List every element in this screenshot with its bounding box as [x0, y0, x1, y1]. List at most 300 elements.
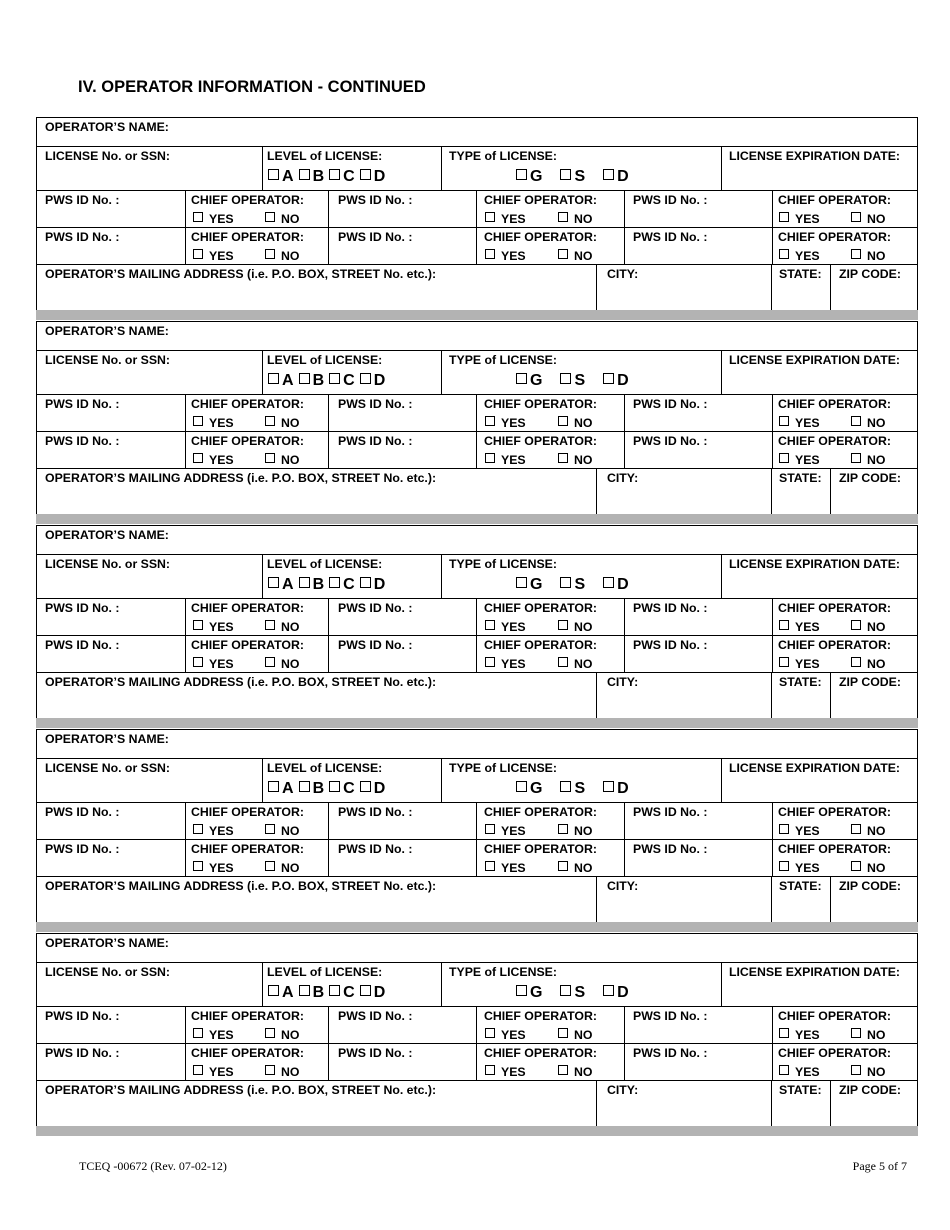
- checkbox-label: NO: [867, 861, 886, 875]
- level-option-c[interactable]: [329, 576, 355, 594]
- mailing-address-label: OPERATOR’S MAILING ADDRESS (i.e. P.O. BOX, STREET No. etc.):: [45, 267, 437, 281]
- type-of-license-label: TYPE of LICENSE:: [449, 557, 557, 571]
- checkbox-icon[interactable]: [193, 657, 203, 667]
- checkbox-icon[interactable]: [560, 985, 571, 996]
- chief-no-checkbox[interactable]: [265, 861, 299, 875]
- checkbox-icon[interactable]: [329, 577, 340, 588]
- chief-operator-label: CHIEF OPERATOR:: [484, 434, 597, 448]
- level-option-d[interactable]: [360, 168, 386, 186]
- chief-no-checkbox[interactable]: [558, 212, 592, 226]
- chief-yes-checkbox[interactable]: [779, 1028, 820, 1042]
- checkbox-icon[interactable]: [558, 620, 568, 630]
- type-option-label: D: [617, 576, 629, 593]
- checkbox-icon[interactable]: [516, 985, 527, 996]
- pws-id-label: PWS ID No. :: [633, 434, 708, 448]
- checkbox-icon[interactable]: [329, 373, 340, 384]
- operator-name-label: OPERATOR’S NAME:: [45, 936, 169, 950]
- checkbox-icon[interactable]: [560, 781, 571, 792]
- zip-code-label: ZIP CODE:: [839, 471, 901, 485]
- checkbox-label: NO: [574, 212, 593, 226]
- level-option-d[interactable]: [360, 576, 386, 594]
- rule-line: [441, 962, 442, 1006]
- chief-no-checkbox[interactable]: [265, 212, 299, 226]
- level-option-a[interactable]: [268, 168, 294, 186]
- zip-code-label: ZIP CODE:: [839, 1083, 901, 1097]
- checkbox-icon[interactable]: [265, 1028, 275, 1038]
- checkbox-icon[interactable]: [558, 416, 568, 426]
- chief-yes-checkbox[interactable]: [485, 824, 526, 838]
- checkbox-icon[interactable]: [560, 373, 571, 384]
- checkbox-icon[interactable]: [299, 985, 310, 996]
- checkbox-icon[interactable]: [265, 657, 275, 667]
- rule-line: [624, 598, 625, 672]
- section-separator: [36, 514, 918, 524]
- rule-line: [36, 962, 918, 963]
- chief-yes-checkbox[interactable]: [779, 453, 820, 467]
- checkbox-label: NO: [281, 416, 300, 430]
- rule-line: [36, 635, 918, 636]
- chief-no-checkbox[interactable]: [851, 1065, 885, 1079]
- checkbox-icon[interactable]: [779, 824, 789, 834]
- chief-no-checkbox[interactable]: [265, 453, 299, 467]
- checkbox-icon[interactable]: [265, 416, 275, 426]
- checkbox-icon[interactable]: [485, 1028, 495, 1038]
- level-option-label: B: [312, 168, 325, 185]
- checkbox-icon[interactable]: [485, 453, 495, 463]
- chief-operator-label: CHIEF OPERATOR:: [778, 230, 891, 244]
- rule-line: [772, 598, 773, 672]
- level-option-d[interactable]: [360, 372, 386, 390]
- chief-operator-label: CHIEF OPERATOR:: [191, 230, 304, 244]
- checkbox-icon[interactable]: [193, 1028, 203, 1038]
- checkbox-icon[interactable]: [265, 453, 275, 463]
- level-option-b[interactable]: [299, 984, 325, 1002]
- pws-id-label: PWS ID No. :: [338, 638, 413, 652]
- checkbox-label: YES: [795, 1028, 820, 1042]
- checkbox-icon[interactable]: [558, 1028, 568, 1038]
- chief-yes-checkbox[interactable]: [779, 1065, 820, 1079]
- type-option-label: D: [617, 168, 629, 185]
- checkbox-icon[interactable]: [265, 249, 275, 259]
- checkbox-label: NO: [867, 453, 886, 467]
- checkbox-icon[interactable]: [299, 781, 310, 792]
- chief-no-checkbox[interactable]: [851, 824, 885, 838]
- chief-no-checkbox[interactable]: [265, 1065, 299, 1079]
- checkbox-icon[interactable]: [268, 373, 279, 384]
- checkbox-icon[interactable]: [851, 824, 861, 834]
- chief-yes-checkbox[interactable]: [485, 212, 526, 226]
- checkbox-icon[interactable]: [329, 781, 340, 792]
- rule-line: [36, 146, 918, 147]
- level-option-b[interactable]: [299, 168, 325, 186]
- type-option-d[interactable]: [603, 168, 629, 186]
- checkbox-label: YES: [209, 1065, 234, 1079]
- license-expiration-label: LICENSE EXPIRATION DATE:: [729, 353, 901, 367]
- state-label: STATE:: [779, 471, 822, 485]
- chief-operator-label: CHIEF OPERATOR:: [484, 397, 597, 411]
- checkbox-icon[interactable]: [485, 824, 495, 834]
- rule-line: [771, 264, 772, 310]
- checkbox-icon[interactable]: [779, 1065, 789, 1075]
- type-option-s[interactable]: [560, 984, 585, 1002]
- chief-yes-checkbox[interactable]: [485, 1028, 526, 1042]
- level-option-c[interactable]: [329, 984, 355, 1002]
- checkbox-icon[interactable]: [851, 620, 861, 630]
- chief-no-checkbox[interactable]: [558, 824, 592, 838]
- chief-yes-checkbox[interactable]: [485, 657, 526, 671]
- chief-yes-checkbox[interactable]: [485, 1065, 526, 1079]
- chief-yes-checkbox[interactable]: [193, 620, 234, 634]
- operator-block: [36, 729, 918, 933]
- checkbox-icon[interactable]: [851, 1065, 861, 1075]
- chief-no-checkbox[interactable]: [558, 249, 592, 263]
- type-option-s[interactable]: [560, 372, 585, 390]
- checkbox-icon[interactable]: [516, 577, 527, 588]
- chief-yes-checkbox[interactable]: [485, 620, 526, 634]
- rule-line: [36, 1006, 918, 1007]
- chief-yes-checkbox[interactable]: [193, 249, 234, 263]
- checkbox-icon[interactable]: [485, 620, 495, 630]
- checkbox-icon[interactable]: [558, 824, 568, 834]
- level-option-label: A: [282, 372, 294, 389]
- checkbox-icon[interactable]: [851, 861, 861, 871]
- chief-no-checkbox[interactable]: [851, 1028, 885, 1042]
- rule-line: [476, 394, 477, 468]
- type-option-s[interactable]: [560, 780, 585, 798]
- rule-line: [185, 598, 186, 672]
- chief-yes-checkbox[interactable]: [193, 657, 234, 671]
- checkbox-icon[interactable]: [558, 249, 568, 259]
- type-option-label: S: [574, 372, 586, 389]
- checkbox-icon[interactable]: [558, 657, 568, 667]
- chief-no-checkbox[interactable]: [558, 861, 592, 875]
- checkbox-icon[interactable]: [851, 249, 861, 259]
- pws-id-label: PWS ID No. :: [45, 805, 120, 819]
- chief-no-checkbox[interactable]: [851, 861, 885, 875]
- city-label: CITY:: [607, 879, 639, 893]
- checkbox-label: YES: [501, 249, 526, 263]
- checkbox-icon[interactable]: [193, 416, 203, 426]
- mailing-address-label: OPERATOR’S MAILING ADDRESS (i.e. P.O. BOX, STREET No. etc.):: [45, 471, 437, 485]
- checkbox-label: NO: [867, 416, 886, 430]
- checkbox-icon[interactable]: [265, 824, 275, 834]
- chief-yes-checkbox[interactable]: [193, 212, 234, 226]
- level-option-a[interactable]: [268, 780, 294, 798]
- type-option-g[interactable]: [516, 168, 542, 186]
- level-option-c[interactable]: [329, 168, 355, 186]
- chief-no-checkbox[interactable]: [558, 657, 592, 671]
- operator-block: [36, 525, 918, 729]
- chief-no-checkbox[interactable]: [851, 212, 885, 226]
- checkbox-icon[interactable]: [779, 657, 789, 667]
- checkbox-icon[interactable]: [268, 985, 279, 996]
- rule-line: [36, 117, 918, 118]
- level-option-a[interactable]: [268, 576, 294, 594]
- chief-no-checkbox[interactable]: [265, 620, 299, 634]
- rule-line: [476, 598, 477, 672]
- chief-yes-checkbox[interactable]: [193, 453, 234, 467]
- checkbox-label: YES: [795, 453, 820, 467]
- chief-yes-checkbox[interactable]: [779, 212, 820, 226]
- checkbox-icon[interactable]: [268, 169, 279, 180]
- checkbox-icon[interactable]: [485, 416, 495, 426]
- chief-yes-checkbox[interactable]: [779, 416, 820, 430]
- chief-yes-checkbox[interactable]: [485, 416, 526, 430]
- rule-line: [262, 758, 263, 802]
- license-no-label: LICENSE No. or SSN:: [45, 149, 171, 163]
- checkbox-icon[interactable]: [193, 212, 203, 222]
- chief-no-checkbox[interactable]: [851, 416, 885, 430]
- checkbox-icon[interactable]: [603, 577, 614, 588]
- checkbox-icon[interactable]: [265, 1065, 275, 1075]
- level-option-c[interactable]: [329, 780, 355, 798]
- checkbox-icon[interactable]: [193, 1065, 203, 1075]
- level-option-label: B: [312, 984, 325, 1001]
- form-id: TCEQ -00672 (Rev. 07-02-12): [79, 1159, 227, 1173]
- checkbox-label: YES: [501, 657, 526, 671]
- rule-line: [596, 876, 597, 922]
- rule-line: [624, 190, 625, 264]
- checkbox-icon[interactable]: [779, 416, 789, 426]
- type-option-d[interactable]: [603, 576, 629, 594]
- state-label: STATE:: [779, 1083, 822, 1097]
- checkbox-icon[interactable]: [779, 1028, 789, 1038]
- checkbox-icon[interactable]: [779, 453, 789, 463]
- level-option-label: A: [282, 168, 294, 185]
- chief-yes-checkbox[interactable]: [193, 824, 234, 838]
- checkbox-label: YES: [795, 824, 820, 838]
- chief-operator-label: CHIEF OPERATOR:: [191, 434, 304, 448]
- checkbox-icon[interactable]: [603, 373, 614, 384]
- checkbox-icon[interactable]: [485, 1065, 495, 1075]
- operator-name-label: OPERATOR’S NAME:: [45, 732, 169, 746]
- level-option-b[interactable]: [299, 780, 325, 798]
- type-options: [516, 780, 629, 798]
- checkbox-label: NO: [867, 212, 886, 226]
- type-option-s[interactable]: [560, 576, 585, 594]
- checkbox-icon[interactable]: [299, 169, 310, 180]
- chief-yes-checkbox[interactable]: [485, 453, 526, 467]
- checkbox-label: YES: [209, 1028, 234, 1042]
- checkbox-icon[interactable]: [851, 416, 861, 426]
- type-option-s[interactable]: [560, 168, 585, 186]
- chief-no-checkbox[interactable]: [265, 657, 299, 671]
- type-option-g[interactable]: [516, 780, 542, 798]
- checkbox-icon[interactable]: [193, 620, 203, 630]
- chief-no-checkbox[interactable]: [851, 657, 885, 671]
- checkbox-icon[interactable]: [329, 985, 340, 996]
- rule-line: [624, 394, 625, 468]
- level-option-b[interactable]: [299, 372, 325, 390]
- type-option-label: G: [530, 780, 543, 797]
- pws-id-label: PWS ID No. :: [338, 1046, 413, 1060]
- checkbox-icon[interactable]: [299, 577, 310, 588]
- checkbox-icon[interactable]: [360, 985, 371, 996]
- chief-operator-label: CHIEF OPERATOR:: [484, 193, 597, 207]
- rule-line: [36, 525, 918, 526]
- type-option-label: D: [617, 372, 629, 389]
- type-option-label: S: [574, 780, 586, 797]
- chief-yes-checkbox[interactable]: [779, 657, 820, 671]
- operator-name-label: OPERATOR’S NAME:: [45, 528, 169, 542]
- checkbox-icon[interactable]: [360, 781, 371, 792]
- pws-id-label: PWS ID No. :: [45, 842, 120, 856]
- checkbox-icon[interactable]: [516, 781, 527, 792]
- checkbox-icon[interactable]: [360, 373, 371, 384]
- checkbox-icon[interactable]: [851, 657, 861, 667]
- chief-yes-checkbox[interactable]: [193, 1028, 234, 1042]
- checkbox-icon[interactable]: [265, 861, 275, 871]
- checkbox-icon[interactable]: [193, 824, 203, 834]
- pws-id-label: PWS ID No. :: [633, 397, 708, 411]
- chief-no-checkbox[interactable]: [265, 249, 299, 263]
- checkbox-icon[interactable]: [558, 212, 568, 222]
- level-option-label: D: [373, 780, 386, 797]
- checkbox-label: YES: [501, 620, 526, 634]
- chief-no-checkbox[interactable]: [851, 453, 885, 467]
- checkbox-icon[interactable]: [485, 249, 495, 259]
- type-options: [516, 984, 629, 1002]
- checkbox-icon[interactable]: [268, 781, 279, 792]
- zip-code-label: ZIP CODE:: [839, 879, 901, 893]
- checkbox-icon[interactable]: [851, 453, 861, 463]
- checkbox-label: YES: [501, 1028, 526, 1042]
- city-label: CITY:: [607, 267, 639, 281]
- level-option-label: D: [373, 372, 386, 389]
- operator-block: [36, 321, 918, 525]
- chief-yes-checkbox[interactable]: [779, 861, 820, 875]
- chief-yes-checkbox[interactable]: [779, 824, 820, 838]
- checkbox-icon[interactable]: [779, 620, 789, 630]
- chief-no-checkbox[interactable]: [851, 249, 885, 263]
- checkbox-icon[interactable]: [265, 212, 275, 222]
- checkbox-icon[interactable]: [193, 861, 203, 871]
- checkbox-icon[interactable]: [360, 577, 371, 588]
- level-option-a[interactable]: [268, 372, 294, 390]
- chief-yes-checkbox[interactable]: [779, 249, 820, 263]
- checkbox-icon[interactable]: [603, 169, 614, 180]
- level-option-a[interactable]: [268, 984, 294, 1002]
- chief-no-checkbox[interactable]: [265, 824, 299, 838]
- checkbox-icon[interactable]: [560, 169, 571, 180]
- rule-line: [185, 190, 186, 264]
- checkbox-icon[interactable]: [265, 620, 275, 630]
- checkbox-icon[interactable]: [193, 453, 203, 463]
- chief-yes-checkbox[interactable]: [193, 861, 234, 875]
- type-option-g[interactable]: [516, 576, 542, 594]
- checkbox-icon[interactable]: [779, 861, 789, 871]
- chief-no-checkbox[interactable]: [558, 416, 592, 430]
- checkbox-label: NO: [281, 453, 300, 467]
- checkbox-label: YES: [209, 861, 234, 875]
- checkbox-icon[interactable]: [193, 249, 203, 259]
- level-option-label: C: [343, 984, 355, 1001]
- chief-operator-label: CHIEF OPERATOR:: [484, 1046, 597, 1060]
- checkbox-label: NO: [867, 1065, 886, 1079]
- level-option-d[interactable]: [360, 780, 386, 798]
- rule-line: [36, 933, 918, 934]
- chief-no-checkbox[interactable]: [558, 1028, 592, 1042]
- rule-line: [721, 146, 722, 190]
- chief-yes-checkbox[interactable]: [485, 249, 526, 263]
- chief-operator-label: CHIEF OPERATOR:: [778, 1046, 891, 1060]
- checkbox-icon[interactable]: [558, 1065, 568, 1075]
- chief-yes-checkbox[interactable]: [779, 620, 820, 634]
- chief-no-checkbox[interactable]: [265, 416, 299, 430]
- chief-no-checkbox[interactable]: [851, 620, 885, 634]
- chief-no-checkbox[interactable]: [558, 620, 592, 634]
- checkbox-icon[interactable]: [485, 861, 495, 871]
- checkbox-icon[interactable]: [485, 212, 495, 222]
- chief-no-checkbox[interactable]: [558, 1065, 592, 1079]
- operator-name-label: OPERATOR’S NAME:: [45, 324, 169, 338]
- checkbox-icon[interactable]: [779, 212, 789, 222]
- checkbox-icon[interactable]: [299, 373, 310, 384]
- level-options: [268, 780, 390, 798]
- level-option-d[interactable]: [360, 984, 386, 1002]
- level-option-b[interactable]: [299, 576, 325, 594]
- chief-no-checkbox[interactable]: [265, 1028, 299, 1042]
- mailing-address-label: OPERATOR’S MAILING ADDRESS (i.e. P.O. BOX, STREET No. etc.):: [45, 879, 437, 893]
- chief-operator-label: CHIEF OPERATOR:: [778, 434, 891, 448]
- rule-line: [36, 350, 918, 351]
- type-option-g[interactable]: [516, 984, 542, 1002]
- checkbox-icon[interactable]: [516, 373, 527, 384]
- chief-yes-checkbox[interactable]: [193, 416, 234, 430]
- checkbox-icon[interactable]: [268, 577, 279, 588]
- checkbox-label: NO: [867, 620, 886, 634]
- checkbox-label: YES: [501, 824, 526, 838]
- level-option-c[interactable]: [329, 372, 355, 390]
- type-option-d[interactable]: [603, 372, 629, 390]
- checkbox-icon[interactable]: [560, 577, 571, 588]
- type-option-g[interactable]: [516, 372, 542, 390]
- level-option-label: C: [343, 576, 355, 593]
- chief-yes-checkbox[interactable]: [193, 1065, 234, 1079]
- checkbox-icon[interactable]: [329, 169, 340, 180]
- checkbox-icon[interactable]: [851, 1028, 861, 1038]
- checkbox-icon[interactable]: [485, 657, 495, 667]
- type-options: [516, 372, 629, 390]
- rule-line: [36, 876, 918, 877]
- pws-id-label: PWS ID No. :: [338, 397, 413, 411]
- checkbox-icon[interactable]: [603, 985, 614, 996]
- chief-yes-checkbox[interactable]: [485, 861, 526, 875]
- chief-no-checkbox[interactable]: [558, 453, 592, 467]
- checkbox-icon[interactable]: [558, 861, 568, 871]
- rule-line: [772, 394, 773, 468]
- chief-operator-label: CHIEF OPERATOR:: [778, 805, 891, 819]
- type-option-d[interactable]: [603, 984, 629, 1002]
- type-option-label: G: [530, 168, 543, 185]
- checkbox-icon[interactable]: [851, 212, 861, 222]
- chief-operator-label: CHIEF OPERATOR:: [191, 193, 304, 207]
- checkbox-icon[interactable]: [779, 249, 789, 259]
- pws-id-label: PWS ID No. :: [45, 230, 120, 244]
- rule-line: [771, 468, 772, 514]
- checkbox-icon[interactable]: [516, 169, 527, 180]
- checkbox-icon[interactable]: [360, 169, 371, 180]
- checkbox-icon[interactable]: [603, 781, 614, 792]
- pws-id-label: PWS ID No. :: [338, 1009, 413, 1023]
- type-option-d[interactable]: [603, 780, 629, 798]
- rule-line: [476, 802, 477, 876]
- checkbox-icon[interactable]: [558, 453, 568, 463]
- chief-operator-label: CHIEF OPERATOR:: [191, 1046, 304, 1060]
- rule-line: [596, 264, 597, 310]
- chief-operator-label: CHIEF OPERATOR:: [778, 842, 891, 856]
- checkbox-label: YES: [501, 453, 526, 467]
